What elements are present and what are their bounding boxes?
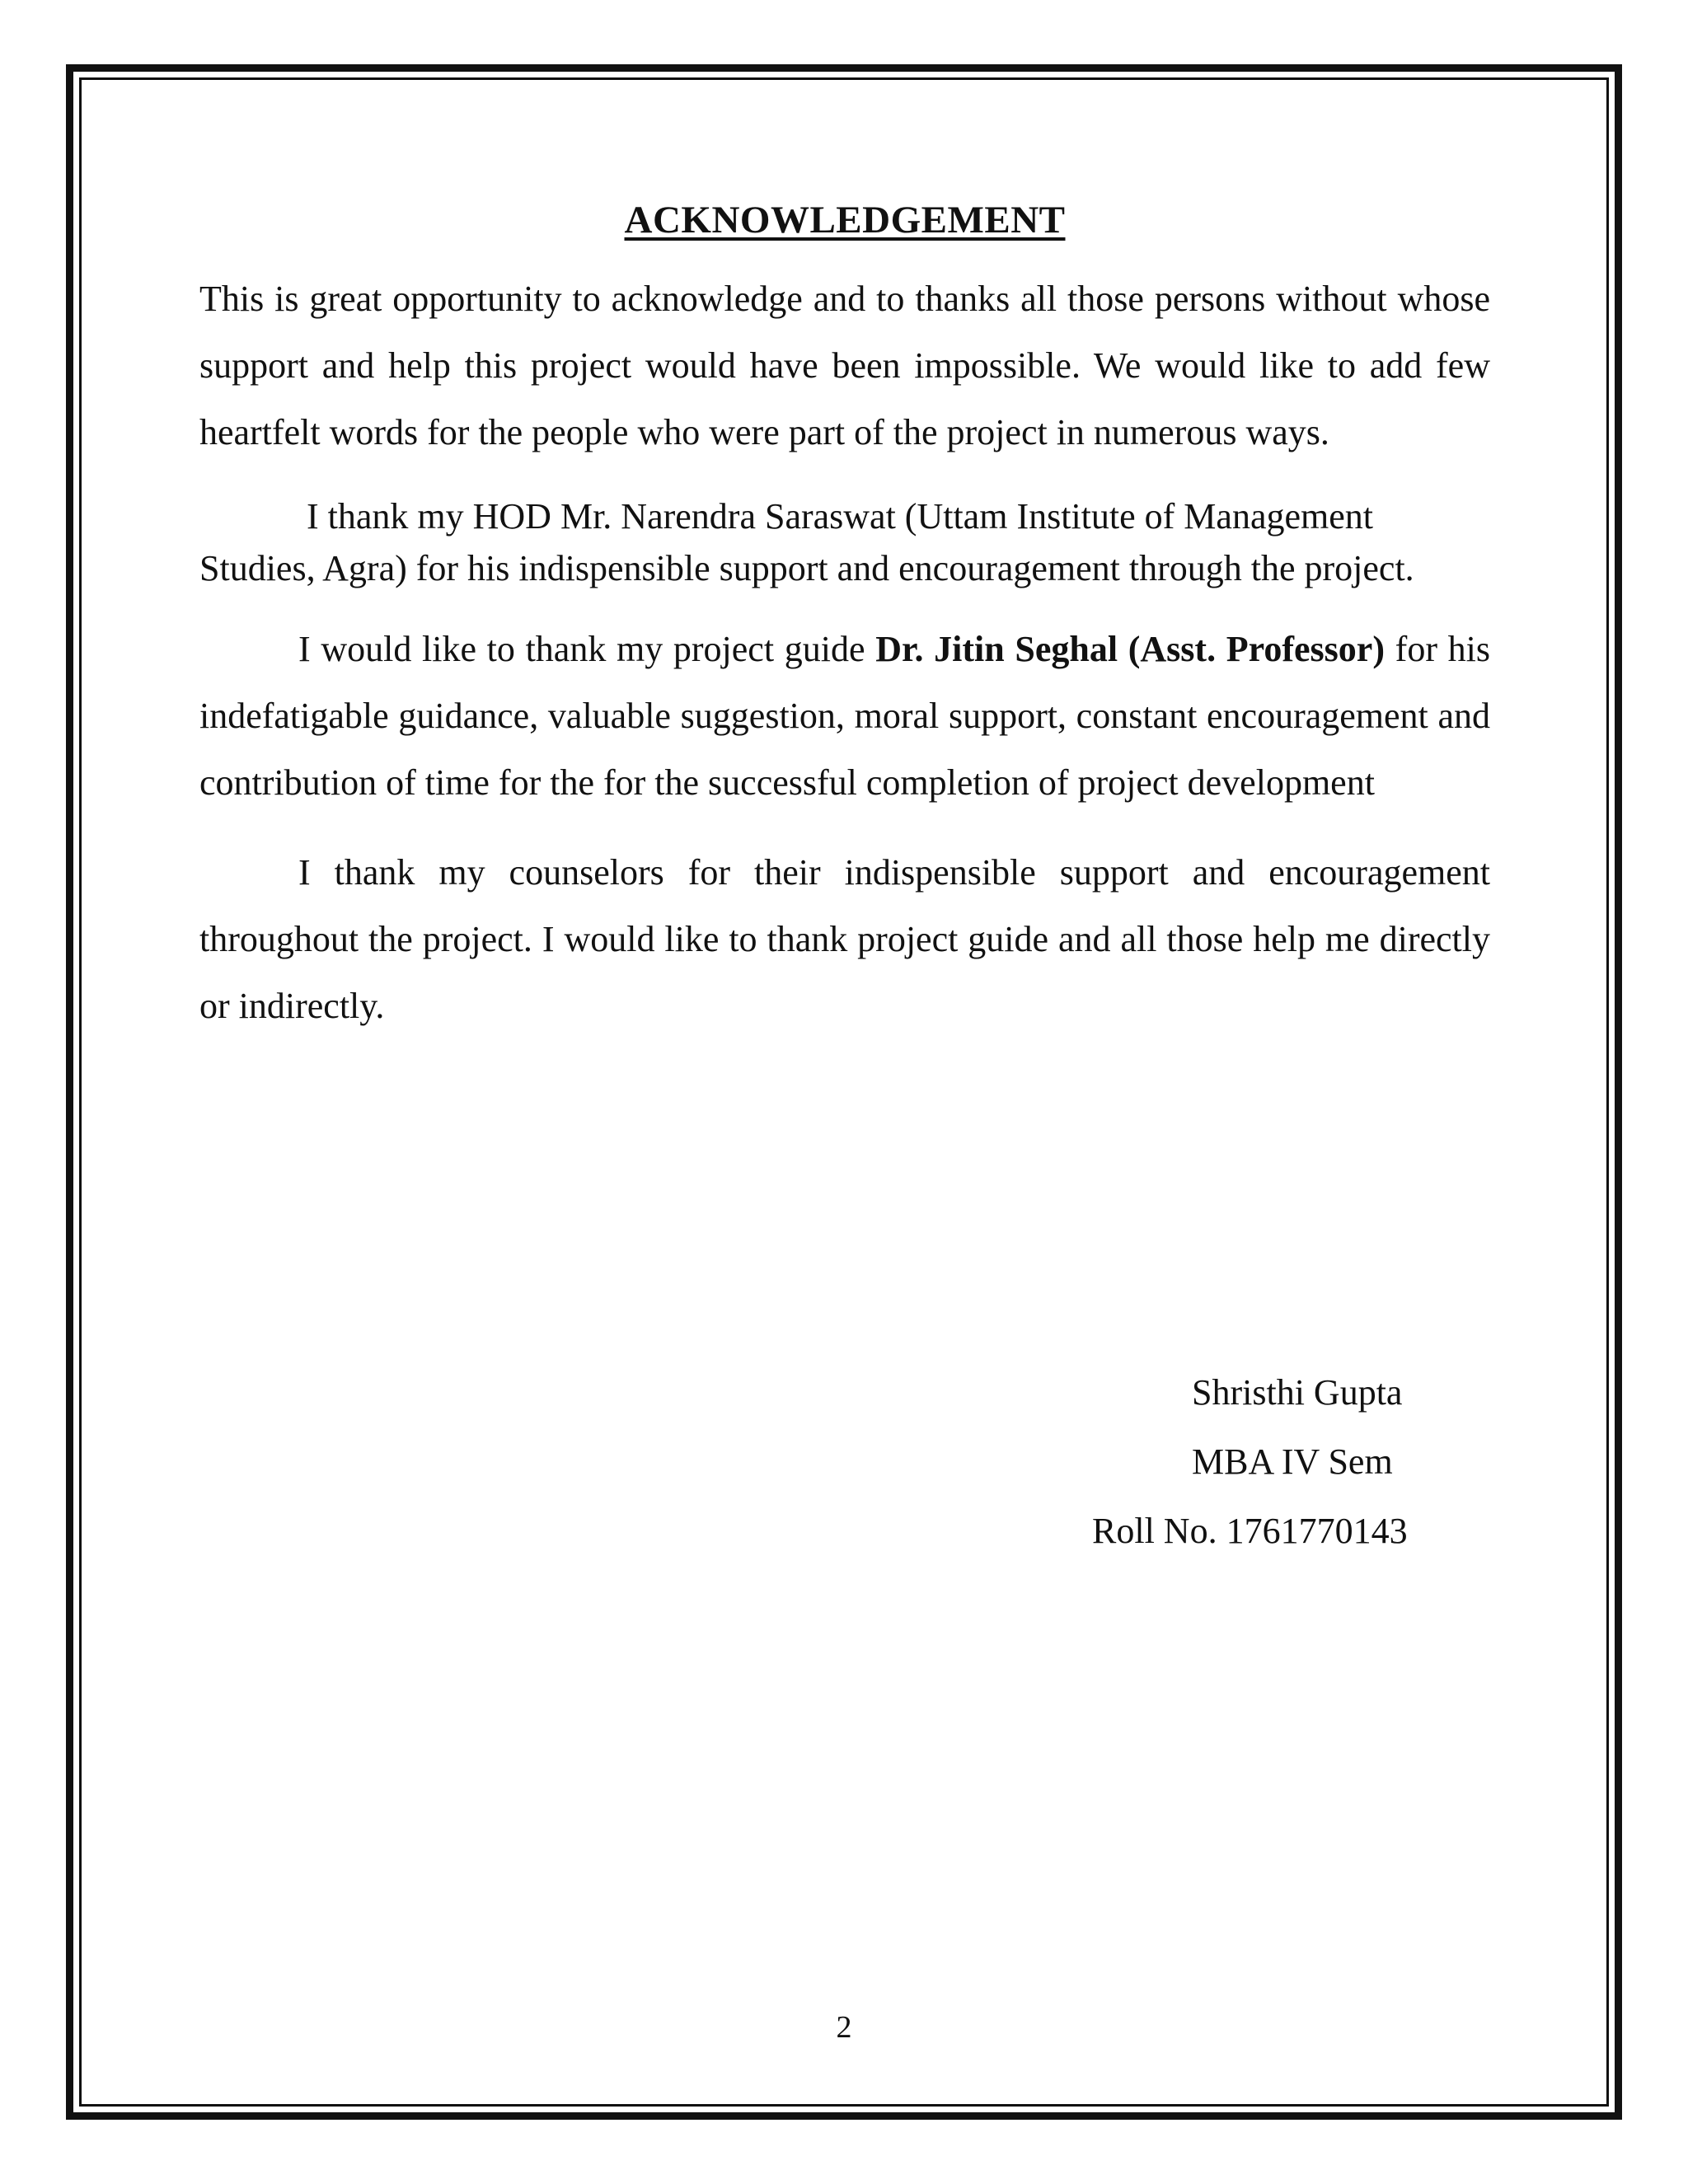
paragraph-intro: This is great opportunity to acknowledge and to thanks all those persons without whose support and help this project would have been impossible. We would like to add few heartfelt words for the people who were part of the project in numerous ways. [199, 279, 1490, 452]
document-body [199, 198, 1490, 1039]
page-number: 2 [836, 2010, 852, 2045]
signature-class: MBA IV Sem [1192, 1441, 1393, 1482]
guide-name: Dr. Jitin Seghal (Asst. Professor) [875, 629, 1385, 669]
paragraph-hod: I thank my HOD Mr. Narendra Saraswat (Uttam Institute of Management Studies, Agra) for his indispensible support and encouragement through the project. [199, 496, 1414, 588]
signature-name: Shristhi Gupta [1192, 1372, 1403, 1413]
guide-text-before: I would like to thank my project guide [298, 629, 876, 669]
guide-text-after: for his indefatigable guidance, valuable suggestion, moral support, constant encouragement and contribution of time for the for the successful completion of project development [199, 629, 1490, 803]
paragraph-counselors: I thank my counselors for their indispensible support and encouragement throughout the project. I would like to thank project guide and all those help me directly or indirectly. [199, 852, 1490, 1026]
signature-roll-number: Roll No. 1761770143 [1092, 1511, 1408, 1551]
page-title: ACKNOWLEDGEMENT [624, 199, 1066, 241]
paragraph-guide [199, 616, 1490, 816]
